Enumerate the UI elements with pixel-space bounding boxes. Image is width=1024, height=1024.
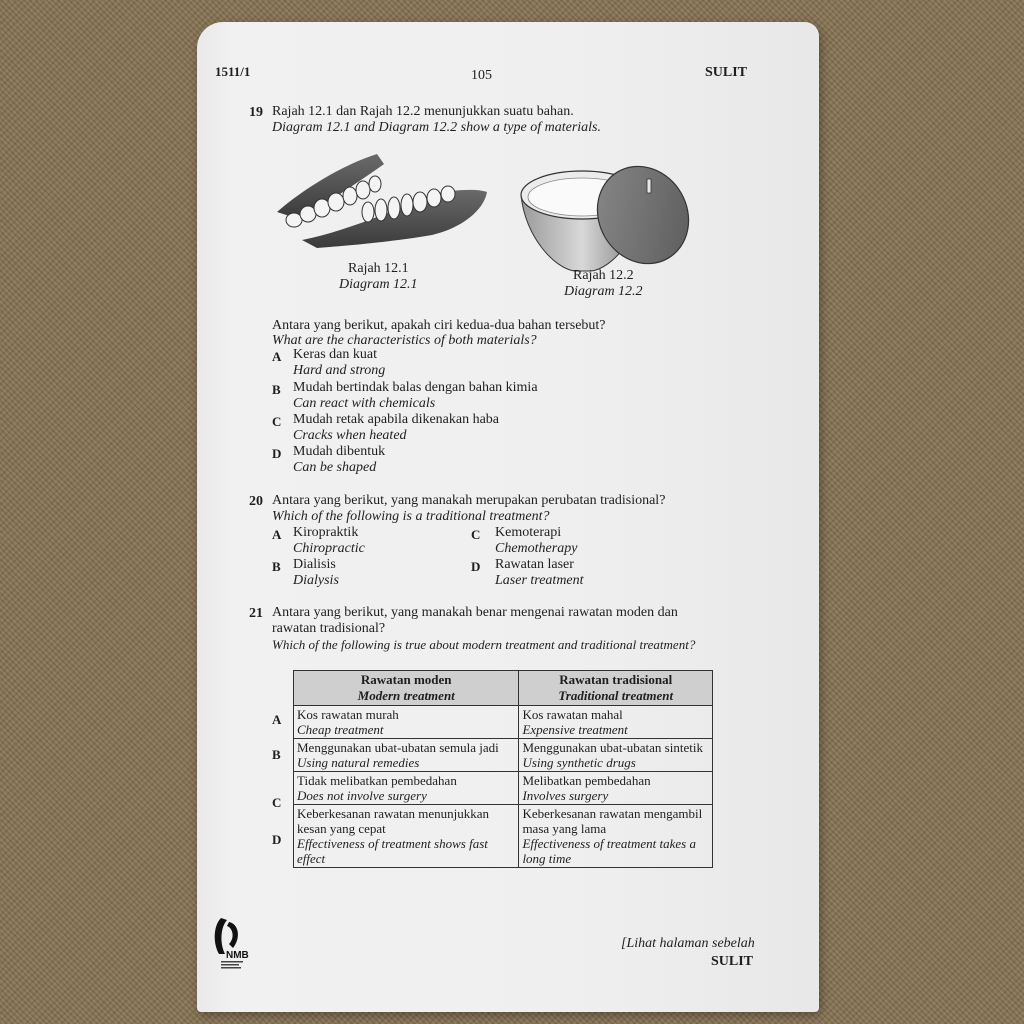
q19-option-letter[interactable]: D [272,446,282,461]
q21-option-letter[interactable]: C [272,795,282,810]
header-traditional: Rawatan tradisional Traditional treatment [519,671,713,706]
table-row[interactable] [294,805,713,868]
q21-number: 21 [249,606,263,621]
row-a-modern: Kos rawatan murah Cheap treatment [294,706,519,739]
publisher-logo [211,914,253,974]
paper-code: 1511/1 [215,64,251,79]
q20-question-english: Which of the following is a traditional treatment? [272,509,550,524]
q20-option-c-en: Chemotherapy [495,541,578,556]
q19-option-letter[interactable]: B [272,382,281,397]
table-row[interactable] [294,706,713,739]
q19-option-b-en: Can react with chemicals [293,396,436,411]
denture-illustration [272,150,492,272]
table-header-row [294,671,713,706]
q19-option-b[interactable]: Mudah bertindak balas dengan bahan kimia [293,380,538,395]
q19-intro-malay: Rajah 12.1 dan Rajah 12.2 menunjukkan suatu bahan. [272,104,574,119]
table-row[interactable] [294,739,713,772]
q21-option-letter[interactable]: B [272,747,281,762]
q20-option-letter[interactable]: C [471,527,481,542]
q20-option-d-en: Laser treatment [495,573,584,588]
q19-option-letter[interactable]: C [272,414,282,429]
bowl-illustration [515,157,693,279]
q21-question-english: Which of the following is true about modern treatment and traditional treatment? [272,637,696,652]
q21-question-malay: Antara yang berikut, yang manakah benar mengenai rawatan moden dan [272,605,678,620]
row-c-traditional: Melibatkan pembedahan Involves surgery [519,772,713,805]
q19-question-english: What are the characteristics of both materials? [272,333,537,348]
row-b-modern: Menggunakan ubat-ubatan semula jadi Using natural remedies [294,739,519,772]
q19-option-a[interactable]: Keras dan kuat [293,347,377,362]
svg-text:NMB: NMB [226,950,249,961]
classification-top: SULIT [705,65,748,80]
row-b-traditional: Menggunakan ubat-ubatan sintetik Using synthetic drugs [519,739,713,772]
q20-option-c[interactable]: Kemoterapi [495,525,562,540]
q20-option-a[interactable]: Kiropraktik [293,525,359,540]
q19-option-d-en: Can be shaped [293,460,377,475]
next-page-note: [Lihat halaman sebelah [621,936,755,951]
q19-option-letter[interactable]: A [272,349,282,364]
q21-option-letter[interactable]: D [272,832,282,847]
page-number: 105 [471,68,492,83]
diagram-12-1-label: Rajah 12.1 [348,261,409,276]
comparison-table-wrap [293,670,713,868]
header-modern: Rawatan moden Modern treatment [294,671,519,706]
q19-option-a-en: Hard and strong [293,363,386,378]
classification-bottom: SULIT [711,954,754,969]
row-c-modern: Tidak melibatkan pembedahan Does not involve surgery [294,772,519,805]
diagram-12-2-label: Rajah 12.2 [573,268,634,283]
q21-option-letter[interactable]: A [272,712,282,727]
row-d-traditional: Keberkesanan rawatan mengambil masa yang lama Effectiveness of treatment takes a long time [519,805,713,868]
q20-option-b-en: Dialysis [293,573,339,588]
q20-option-d[interactable]: Rawatan laser [495,557,574,572]
exam-page [197,22,819,1012]
q20-option-letter[interactable]: B [272,559,281,574]
q20-number: 20 [249,494,263,509]
q19-question-malay: Antara yang berikut, apakah ciri kedua-dua bahan tersebut? [272,318,606,333]
q19-option-d[interactable]: Mudah dibentuk [293,444,386,459]
q19-number: 19 [249,105,263,120]
q19-option-c-en: Cracks when heated [293,428,407,443]
table-row[interactable] [294,772,713,805]
q20-question-malay: Antara yang berikut, yang manakah merupakan perubatan tradisional? [272,493,666,508]
diagram-12-1-label-en: Diagram 12.1 [339,277,418,292]
comparison-table [293,670,713,868]
row-d-modern: Keberkesanan rawatan menunjukkan kesan yang cepat Effectiveness of treatment shows fast effect [294,805,519,868]
q21-question-malay-cont: rawatan tradisional? [272,621,386,636]
q19-intro-english: Diagram 12.1 and Diagram 12.2 show a type of materials. [272,120,601,135]
q20-option-letter[interactable]: D [471,559,481,574]
q20-option-b[interactable]: Dialisis [293,557,336,572]
q19-option-c[interactable]: Mudah retak apabila dikenakan haba [293,412,500,427]
q20-option-letter[interactable]: A [272,527,282,542]
q20-option-a-en: Chiropractic [293,541,365,556]
diagram-12-2-label-en: Diagram 12.2 [564,284,643,299]
row-a-traditional: Kos rawatan mahal Expensive treatment [519,706,713,739]
